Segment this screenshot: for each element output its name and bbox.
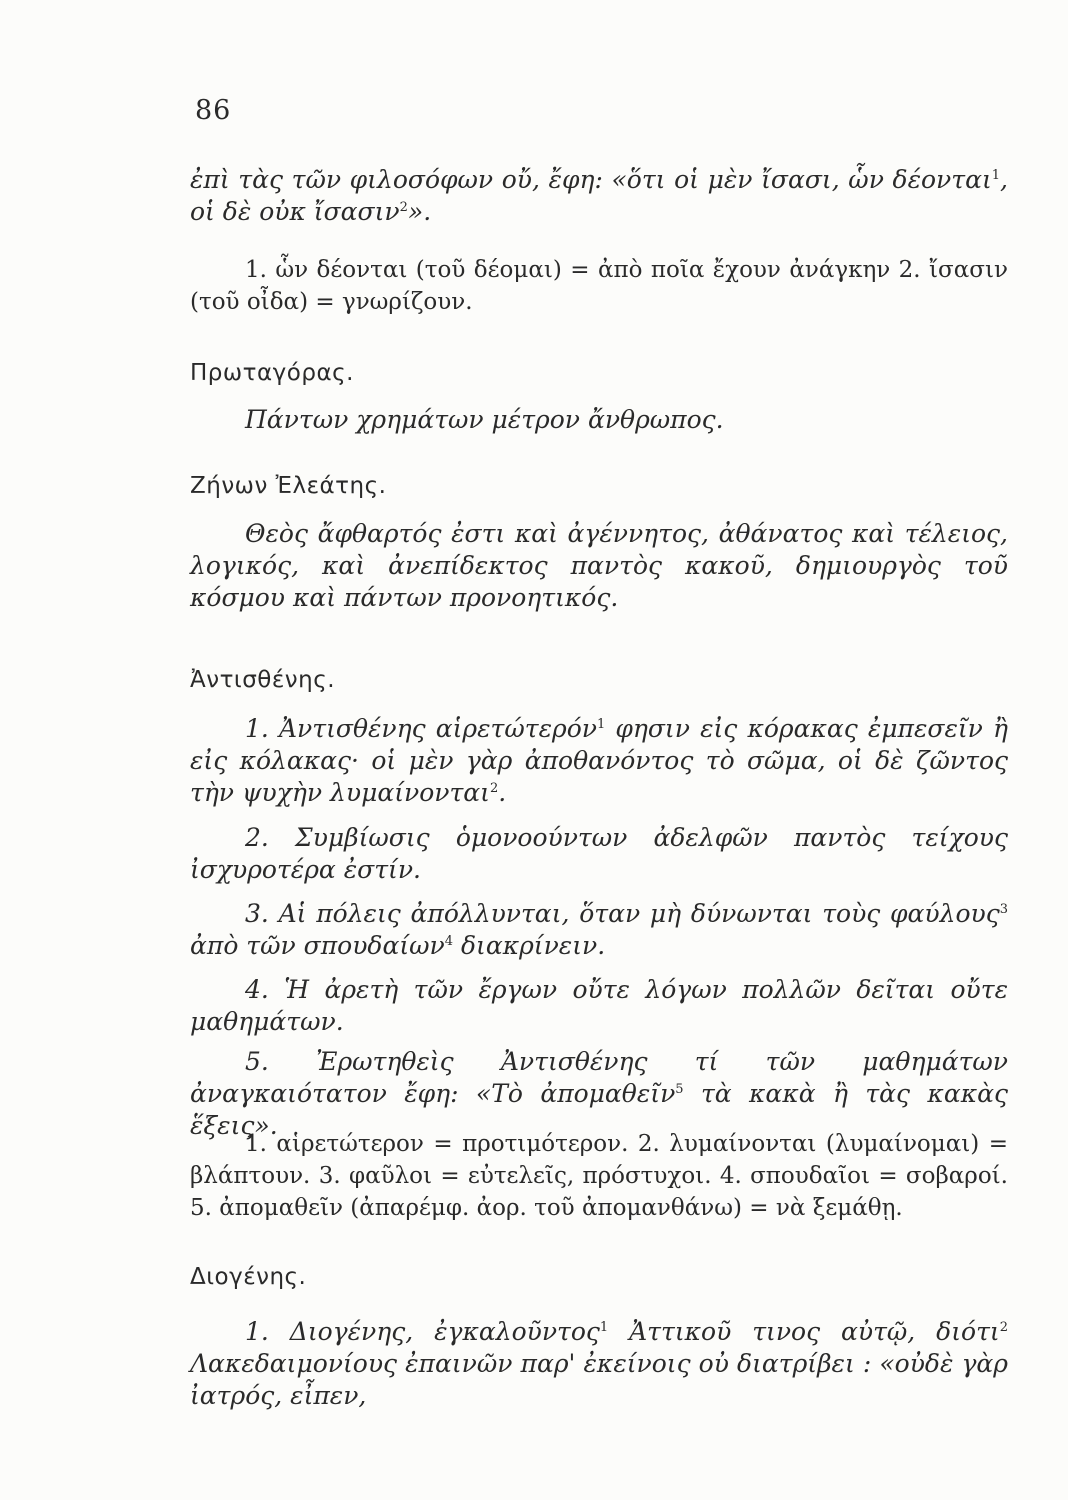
footnote-ref: 1 [599, 1320, 609, 1335]
antisthenes-quote-2: 2. Συμβίωσις ὁμονοούντων ἀδελφῶν παντὸς τείχους ἰσχυροτέρα ἐστίν. [190, 823, 1008, 884]
heading-zeno: Ζήνων Ἐλεάτης. [190, 473, 387, 499]
heading-antisthenes: Ἀντισθένης. [190, 667, 336, 693]
footnote-ref: 5 [675, 1082, 684, 1097]
antisthenes-quote-5: 5. Ἐρωτηθεὶς Ἀντισθένης τί τῶν μαθημάτων ἀναγκαιότατον ἔφη: «Τὸ ἀπομαθεῖν$^5$ τὰ κακὰ ἢ τὰς κακὰς ἕξεις». [190, 1047, 1008, 1140]
footnote-ref: 1 [596, 717, 606, 732]
antisthenes-footnotes: 1. αἱρετώτερον = προτιμότερον. 2. λυμαίνονται (λυμαίνομαι) = βλάπτουν. 3. φαῦλοι = εὐτελεῖς, πρόστυχοι. 4. σπουδαῖοι = σοβαροί. 5. ἀπομαθεῖν (ἀπαρέμφ. ἀορ. τοῦ ἀπομανθάνω) = νὰ ξεμάθῃ. [190, 1131, 1008, 1221]
protagoras-quote: Πάντων χρημάτων μέτρον ἄνθρωπος. [245, 405, 724, 434]
diogenes-quote-1: 1. Διογένης, ἐγκαλοῦντος$^1$ Ἀττικοῦ τινος αὐτῷ, διότι$^2$ Λακεδαιμονίους ἐπαινῶν παρ' ἐκείνοις οὐ διατρίβει : «οὐδὲ γὰρ ἰατρός, εἶπεν, [190, 1317, 1008, 1410]
footnote-ref: 1 [991, 168, 1001, 183]
heading-diogenes: Διογένης. [190, 1264, 307, 1290]
heading-protagoras: Πρωταγόρας. [190, 360, 354, 386]
footnote-ref: 2 [399, 200, 408, 215]
footnote-ref: 3 [999, 902, 1008, 917]
antisthenes-quote-4: 4. Ἡ ἀρετὴ τῶν ἔργων οὔτε λόγων πολλῶν δεῖται οὔτε μαθημάτων. [190, 975, 1008, 1036]
footnote-ref: 2 [489, 781, 499, 796]
intro-quote: ἐπὶ τὰς τῶν φιλοσόφων οὔ, ἔφη: «ὅτι οἱ μὲν ἴσασι, ὧν δέονται$^1$, οἱ δὲ οὐκ ἴσασιν$^2$». [190, 165, 1008, 226]
antisthenes-quote-1: 1. Ἀντισθένης αἱρετώτερόν$^1$ φησιν εἰς κόρακας ἐμπεσεῖν ἢ εἰς κόλακας· οἱ μὲν γὰρ ἀποθανόντος τὸ σῶμα, οἱ δὲ ζῶντος τὴν ψυχὴν λυμαίνονται$^2$. [190, 714, 1009, 807]
page-number: 86 [195, 95, 232, 126]
footnote-ref: 4 [444, 934, 454, 949]
intro-footnotes: 1. ὧν δέονται (τοῦ δέομαι) = ἀπὸ ποῖα ἔχουν ἀνάγκην 2. ἴσασιν (τοῦ οἶδα) = γνωρίζουν. [190, 257, 1008, 315]
antisthenes-quote-3: 3. Αἱ πόλεις ἀπόλλυνται, ὅταν μὴ δύνωνται τοὺς φαύλους$^3$ ἀπὸ τῶν σπουδαίων$^4$ διακρίνειν. [190, 899, 1008, 960]
zeno-quote: Θεὸς ἄφθαρτός ἐστι καὶ ἀγέννητος, ἀθάνατος καὶ τέλειος, λογικός, καὶ ἀνεπίδεκτος παντὸς κακοῦ, δημιουργὸς τοῦ κόσμου καὶ πάντων προνοητικός. [190, 519, 1008, 612]
footnote-ref: 2 [999, 1320, 1008, 1335]
